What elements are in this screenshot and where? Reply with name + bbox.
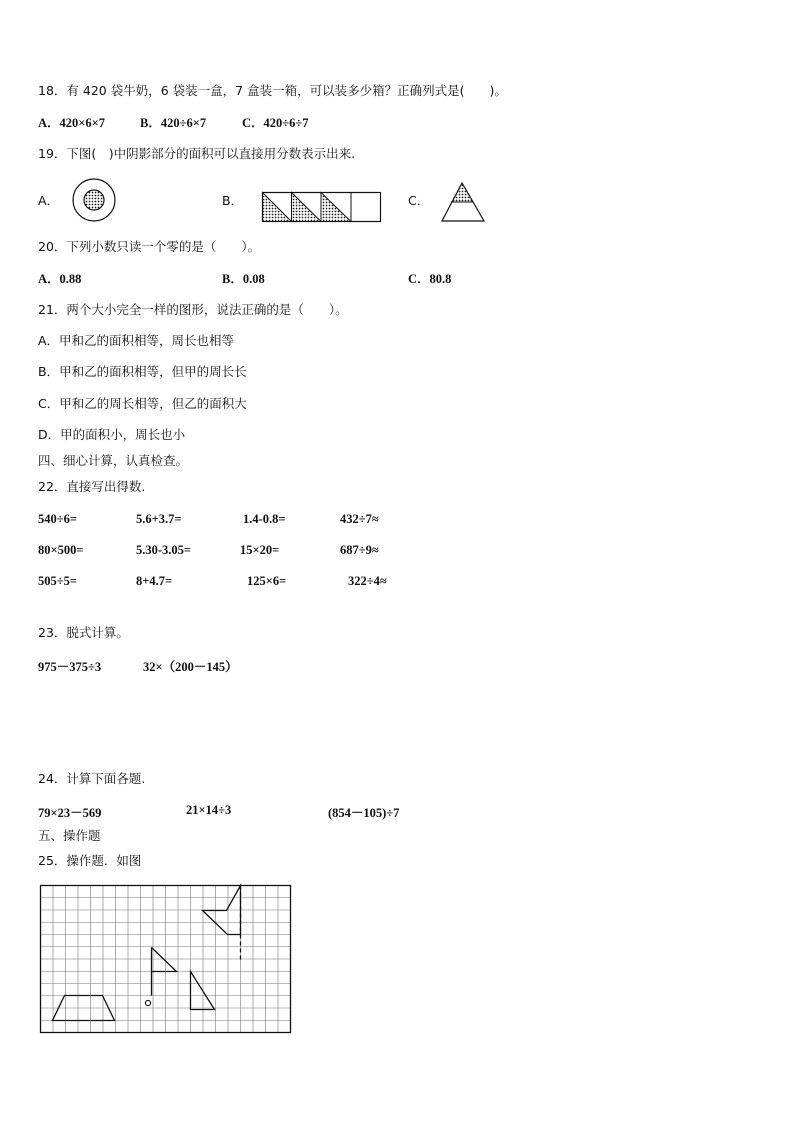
q22-item: 8+4.7= [136,574,173,588]
q22-item: 15×20= [240,543,280,557]
q22-item: 505÷5= [38,574,77,588]
q21-stem: 21．两个大小完全一样的图形，说法正确的是（ ）。 [38,302,348,317]
q22-item: 125×6= [247,574,287,588]
q23-stem: 23．脱式计算。 [38,625,129,640]
q18-stem: 18．有 420 袋牛奶，6 袋装一盒，7 盒装一箱，可以装多少箱？正确列式是( )。 [38,83,507,98]
q18-option-c: C．420÷6÷7 [242,116,309,130]
q22-item: 540÷6= [38,512,77,526]
q22-item: 80×500= [38,543,84,557]
grid-lines [41,886,291,1033]
flag-shape [152,948,177,972]
q24-item: (854－105)÷7 [328,806,400,820]
figure-a-concentric-circles [70,176,120,226]
q19-label-a: A． [38,193,60,208]
section-4-heading: 四、细心计算，认真检查。 [38,453,189,468]
section-5-heading: 五、操作题 [38,828,101,843]
grid-figure [40,885,292,1035]
q22-item: 1.4-0.8= [243,512,286,526]
q18-option-b: B．420÷6×7 [140,116,207,130]
q21-option-d: D．甲的面积小，周长也小 [38,427,186,442]
q20-option-c: C．80.8 [408,272,452,286]
q20-option-a: A．0.88 [38,272,82,286]
figure-c-triangle [440,181,490,223]
q22-stem: 22．直接写出得数. [38,479,146,494]
q24-item: 79×23－569 [38,806,102,820]
q22-item: 322÷4≈ [348,574,387,588]
q22-item: 432÷7≈ [340,512,379,526]
q19-stem: 19．下图( )中阴影部分的面积可以直接用分数表示出来. [38,146,356,161]
rotation-point [145,1000,150,1005]
q21-option-c: C．甲和乙的周长相等，但乙的面积大 [38,396,247,411]
figure-b-strip-of-squares [262,192,384,224]
q24-stem: 24．计算下面各题. [38,771,146,786]
q22-item: 5.30-3.05= [136,543,192,557]
q25-stem: 25．操作题．如图 [38,853,142,868]
q22-item: 687÷9≈ [340,543,379,557]
q18-option-a: A．420×6×7 [38,116,106,130]
q24-item: 21×14÷3 [186,803,232,817]
q20-option-b: B．0.08 [222,272,265,286]
q22-item: 5.6+3.7= [136,512,182,526]
q21-option-b: B．甲和乙的面积相等，但甲的周长长 [38,364,247,379]
q20-stem: 20．下列小数只读一个零的是（ ）。 [38,239,261,254]
q19-label-c: C． [408,193,430,208]
q23-item: 975－375÷3 [38,660,102,674]
q23-item: 32×（200－145） [143,660,238,674]
q19-label-b: B． [222,193,244,208]
q21-option-a: A．甲和乙的面积相等，周长也相等 [38,333,235,348]
right-triangle-shape [191,972,215,1010]
